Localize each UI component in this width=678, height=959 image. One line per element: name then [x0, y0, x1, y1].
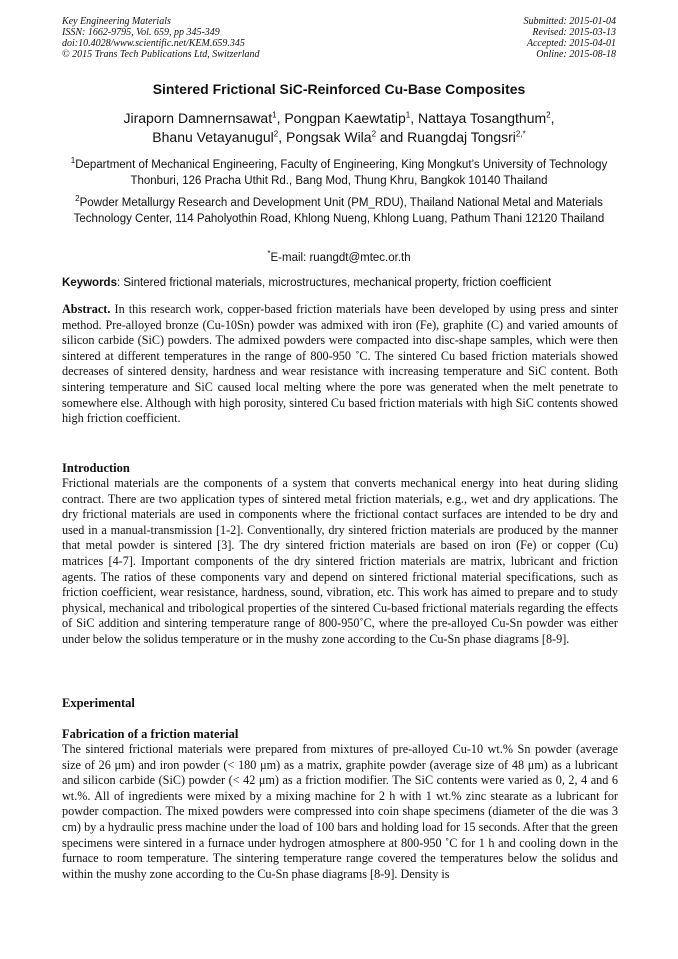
author: Ruangdaj Tongsri$^{2,*}$ — [407, 129, 526, 145]
journal-header-right — [524, 16, 617, 60]
doi-line[interactable]: doi:10.4028/www.scientific.net/KEM.659.345 — [62, 38, 245, 49]
journal-name: Key Engineering Materials — [62, 16, 171, 27]
revised-date: Revised: 2015-03-13 — [532, 27, 616, 38]
fabrication-text: The sintered frictional materials were prepared from mixtures of pre-alloyed Cu-10 wt.% Sn powder (average size of 26 μm) and iron powder (< 180 μm) as a matrix, graphite powder (average size of 48 μm) as a lubricant and silicon carbide (SiC) powder (< 42 μm) as a friction modifier. The SiC contents were varied as 0, 2, 4 and 6 wt.%. All of ingredients were mixed by a mixing machine for 2 h with 1 wt.% zinc stearate as a lubricant for powder compaction. The mixed powders were compressed into coin shape specimens (diameter of the die was 3 cm) by a hydraulic press machine under the load of 100 bars and holding load for 15 seconds. After that the green specimens were sintered in a furnace under hydrogen atmosphere at 800-950 ˚C for 1 h and cooling down in the furnace to room temperature. The sintering temperature range covered the temperatures below the solidus and within the mushy zone according to the Cu-Sn phase diagrams [8-9]. Density is — [62, 742, 618, 881]
author: Bhanu Vetayanugul$^2$, — [152, 129, 286, 145]
keywords: Keywords: Sintered frictional materials, microstructures, mechanical property, friction coefficient — [62, 277, 552, 289]
experimental-heading: Experimental — [62, 696, 135, 710]
introduction-heading: Introduction — [62, 461, 130, 475]
author: Pongpan Kaewtatip$^1$, — [284, 110, 419, 126]
issn-line: ISSN: 1662-9795, Vol. 659, pp 345-349 — [62, 27, 220, 38]
submitted-date: Submitted: 2015-01-04 — [523, 16, 616, 27]
fabrication-heading: Fabrication of a friction material — [62, 727, 239, 741]
journal-header-left — [62, 16, 260, 60]
corresponding-email[interactable]: *E-mail: ruangdt@mtec.or.th — [267, 249, 411, 264]
affiliation-2: $^2$Powder Metallurgy Research and Development Unit (PM_RDU), Thailand National Metal and Materials Technology Center, 114 Paholyothin Road, Khlong Nueng, Khlong Luang, Pathum Thani 12120 Thailand — [73, 194, 605, 225]
author: Jiraporn Damnernsawat$^1$, — [123, 110, 285, 126]
author-list — [60, 109, 618, 147]
copyright-line: © 2015 Trans Tech Publications Ltd, Switzerland — [62, 49, 260, 60]
abstract: Abstract. In this research work, copper-based friction materials have been developed by using press and sinter method. Pre-alloyed bronze (Cu-10Sn) powder was admixed with iron (Fe), graphite (C) and varied amounts of silicon carbide (SiC) powders. The admixed powders were compacted into disc-shape samples, which were then sintered at different temperatures in the range of 800-950 ˚C. The sintered Cu based friction materials showed decreases of sintered density, hardness and wear resistance with increasing temperature and SiC content. Both sintering temperature and SiC caused local melting where the pore was generated when the melt penetrate to somewhere else. Although with high porosity, sintered Cu based friction materials with high SiC contents showed high friction coefficient. — [62, 302, 618, 426]
introduction-text: Frictional materials are the components of a system that converts mechanical energy into heat during sliding contract. There are two application types of sintered metal friction materials, e.g., wet and dry applications. The dry frictional materials are used in components where the frictional contact surfaces are intended to be dry and used in a manual-transmission [1-2]. Conventionally, dry sintered friction materials are produced by the manner that metal powder is sintered [3]. The dry sintered friction materials are based on iron (Fe) or copper (Cu) matrices [4-7]. Important components of the dry sintered friction materials are matrix, lubricant and friction agents. The ratios of these components vary and depend on sintered frictional material specifications, such as friction coefficient, wear resistance, hardness, sound, vibration, etc. This work has aimed to prepare and to study physical, mechanical and tribological properties of the sintered Cu-based frictional materials regarding the effects of SiC addition and sintering temperature range of 800-950˚C, where the pre-alloyed Cu-Sn powder was either under below the solidus temperature or in the mushy zone according to the Cu-Sn phase diagrams [8-9]. — [62, 476, 618, 646]
affiliation-1: $^1$Department of Mechanical Engineering, Faculty of Engineering, King Mongkut’s University of Technology Thonburi, 126 Pracha Uthit Rd., Bang Mod, Thung Khru, Bangkok 10140 Thailand — [70, 156, 608, 187]
online-date: Online: 2015-08-18 — [536, 49, 616, 60]
author: Pongsak Wila$^2$ and — [285, 129, 408, 145]
accepted-date: Accepted: 2015-04-01 — [526, 38, 616, 49]
author: Nattaya Tosangthum$^2$, — [418, 110, 555, 126]
paper-title: Sintered Frictional SiC-Reinforced Cu-Base Composites — [152, 81, 526, 97]
